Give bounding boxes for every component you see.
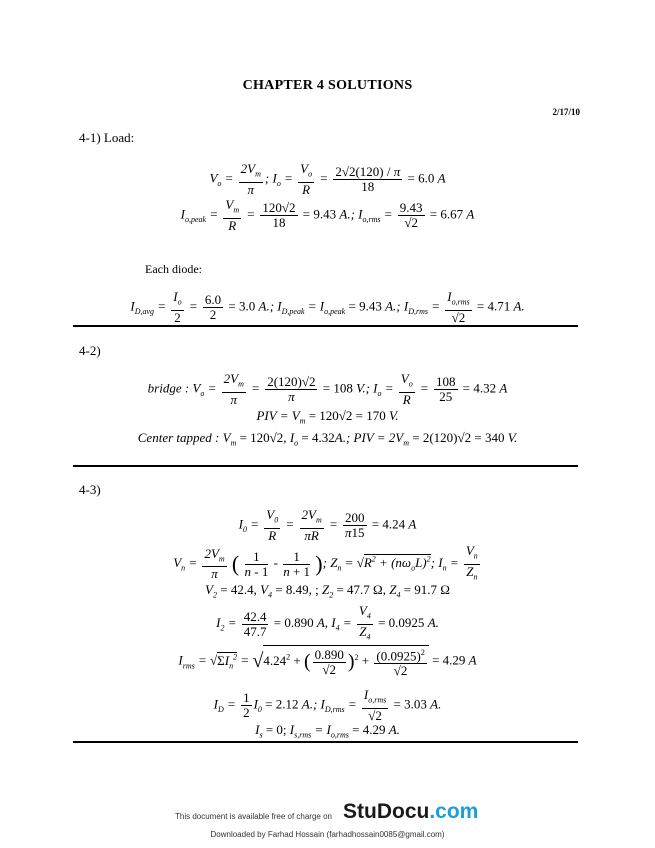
footer-available-text: This document is available free of charge on	[175, 812, 332, 821]
logo-main: StuDocu	[343, 800, 430, 823]
date-stamp: 2/17/10	[552, 107, 580, 117]
divider-1	[73, 325, 578, 327]
equation-4-1-line2: $I_{o,peak}$ = $\frac{V_m}{R}$ = $\frac{120√2}{18}$ = 9.43 A.; $I_{o,rms}$ = $\frac{9.43}{√2}$ = 6.67 A	[180, 197, 475, 233]
footer-downloaded-text: Downloaded by Farhad Hossain (farhadhossain0085@gmail.com)	[210, 830, 445, 839]
logo-suffix: .com	[429, 800, 479, 823]
equation-4-2-line3: Center tapped : $V_m = 120√2$, $I_o = 4.32A$.; PIV = $2V_m = 2(120)√2 = 340$ V.	[137, 430, 518, 448]
problem-label-4-1: 4-1) Load:	[79, 130, 135, 145]
note-each-diode: Each diode:	[145, 262, 202, 276]
studocu-logo[interactable]	[343, 800, 478, 824]
page-title: CHAPTER 4 SOLUTIONS	[242, 78, 413, 93]
problem-label-4-3: 4-3)	[79, 482, 101, 497]
equation-4-3-line4: $I_2$ = $\frac{42.4}{47.7}$ = 0.890 A, $I_4$ = $\frac{V_4}{Z_4}$ = 0.0925 A.	[216, 603, 439, 642]
divider-3	[73, 741, 578, 743]
equation-4-2-line1: bridge : $V_o$ = $\frac{2V_m}{\pi}$ = $\frac{2(120)√2}{\pi}$ = 108 V.; $I_o$ = $\frac{V_o}{R}$ = $\frac{108}{25}$ = 4.32 A	[147, 371, 508, 407]
equation-4-2-line2: PIV = $V_m = 120√2 = 170$ V.	[256, 408, 399, 426]
divider-2	[73, 465, 578, 467]
equation-4-3-line5: $I_{rms} = √\Sigma I_n^2 = √4.24^2$ + ( $\frac{0.890}{√2}$ )$^2$ + $\frac{(0.0925)^2}{√2}$ = 4.29 A	[178, 646, 477, 679]
equation-4-3-line1: $I_0$ = $\frac{V_0}{R}$ = $\frac{2V_m}{\pi R}$ = $\frac{200}{\pi 15}$ = 4.24 A	[238, 507, 417, 543]
equation-4-3-line7: $I_s = 0$; $I_{s,rms} = I_{o,rms} = 4.29$ A.	[255, 722, 400, 740]
equation-4-3-line3: $V_2 = 42.4$, $V_4 = 8.49$, ; $Z_2 = 47.7$ Ω, $Z_4 = 91.7$ Ω	[205, 582, 450, 600]
problem-label-4-2: 4-2)	[79, 343, 101, 358]
equation-4-1-diode: $I_{D,avg}$ = $\frac{I_o}{2}$ = $\frac{6.0}{2}$ = 3.0 A.; $I_{D,peak} = I_{o,peak} = 9.43$ A.; $I_{D,rms}$ = $\frac{I_{o,rms}}{√2}$ = 4.71 A.	[130, 289, 525, 325]
equation-4-3-line6: $I_D$ = $\frac{1}{2}$ $I_0 = 2.12$ A.; $I_{D,rms}$ = $\frac{I_{o,rms}}{√2}$ = 3.03 A.	[213, 687, 442, 723]
equation-4-3-line2: $V_n$ = $\frac{2V_m}{\pi}$ ( $\frac{1}{n - 1}$ - $\frac{1}{n + 1}$ ); $Z_n = √R^2 + (n\omega_oL)^2$; $I_n$ = $\frac{V_n}{Z_n}$	[173, 543, 478, 582]
equation-4-1-line1: $V_o$ = $\frac{2V_m}{\pi}$ ; $I_o$ = $\frac{V_o}{R}$ = $\frac{2√2(120) / \pi}{18}$ = 6.0 A	[209, 161, 446, 197]
